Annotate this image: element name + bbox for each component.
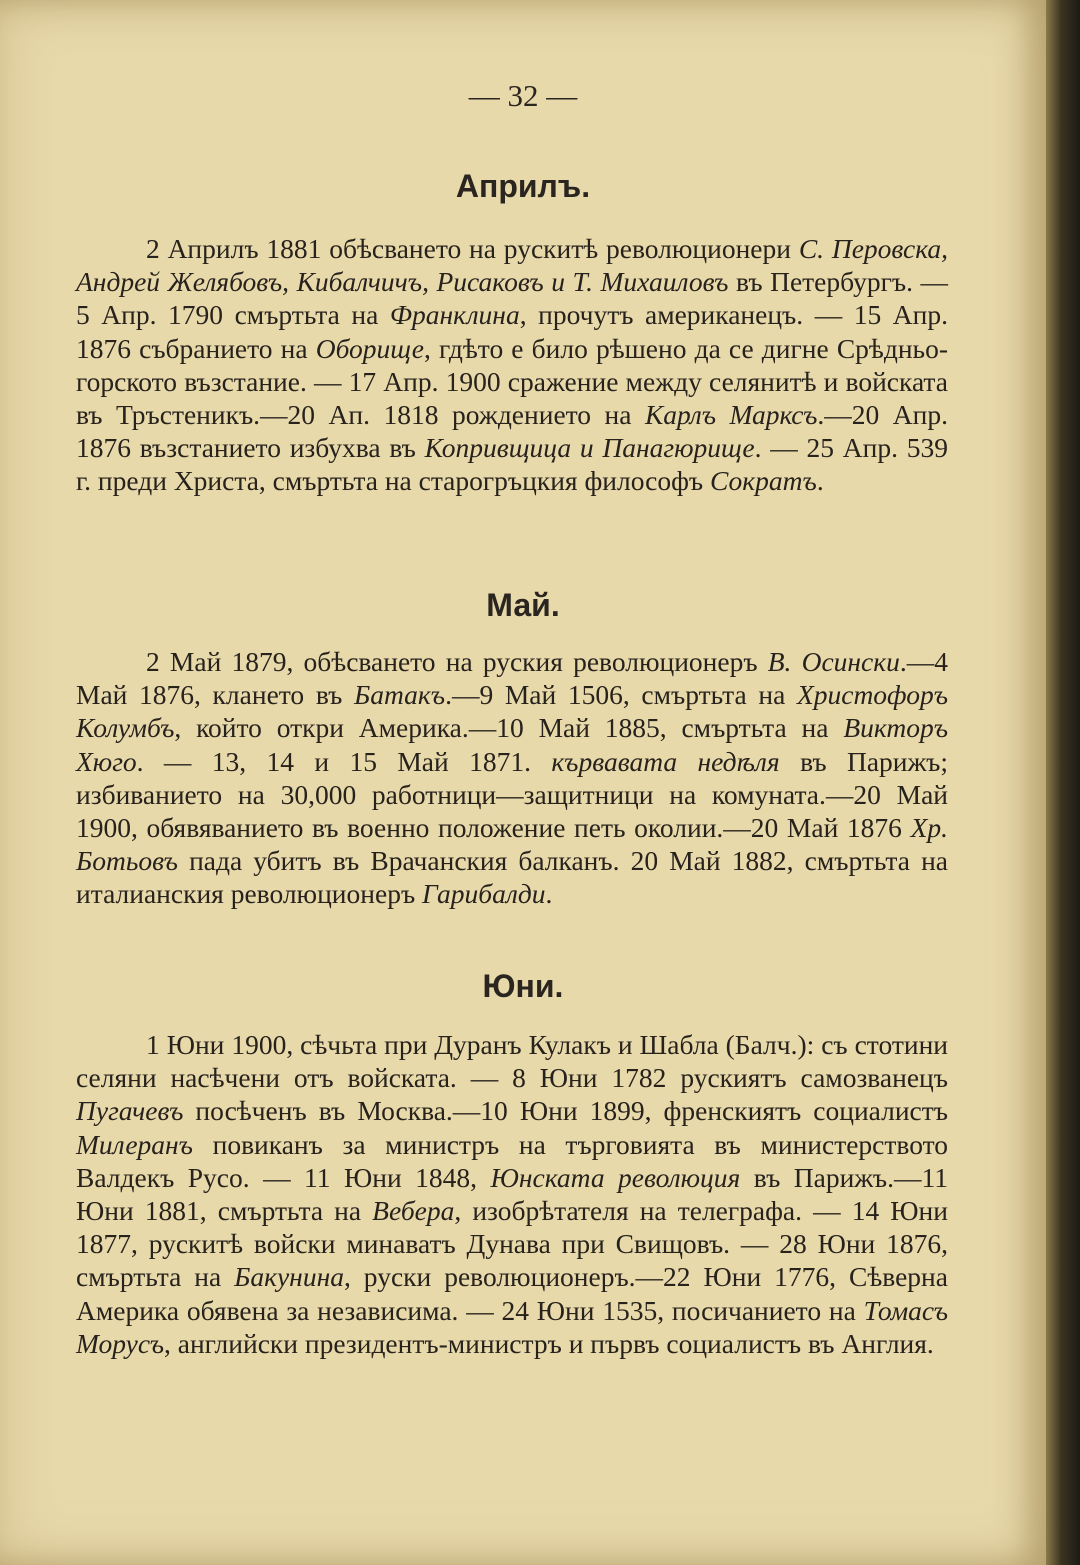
section-heading-april: Априлъ. [455,168,591,204]
text-run: повиканъ за министръ на търговията въ министерството Валдекъ Русо. — 11 Юни 1848, [76,1128,948,1193]
italic-name: Пугачевъ [76,1095,184,1127]
text-run: , изобрѣтателя на телеграфа. — 14 Юни 1877, рускитѣ войски минаватъ Дунава при Свищовъ. — 28 Юни 1876, смъртьта на [76,1195,948,1293]
italic-name: Копривщица и Панагюрище [424,432,755,464]
text-run: . [816,465,824,497]
text-run: въ Петербургъ. — 5 Апр. 1790 смъртьта на [76,266,948,331]
italic-name: Оборище [315,332,424,364]
text-run: , английски президентъ-министръ и първъ социалистъ въ Англия. [163,1327,934,1359]
text-run: пада убитъ въ Врачанския балканъ. 20 Май 1882, смъртьта на италианския революционеръ [76,845,948,910]
page-number: — 32 — [468,78,578,113]
text-run: .—9 Май 1506, смъртьта на [445,679,797,711]
italic-name: Вебера [372,1195,455,1227]
text-run: , прочутъ американецъ. — 15 Апр. 1876 събранието на [76,299,948,364]
section-heading-june: Юни. [482,968,564,1004]
text-run: . [545,878,553,910]
section-heading-may: Май. [486,587,560,623]
text-run: . — 25 Апр. 539 г. преди Христа, смъртьта на старогръцкия философъ [76,432,948,497]
text-run: посѣченъ въ Москва.—10 Юни 1899, френскиятъ социалистъ [183,1095,948,1127]
text-run: 1 Юни 1900, сѣчьта при Дуранъ Кулакъ и Шабла (Балч.): съ стотини селяни насѣчени отъ войската. — 8 Юни 1782 рускиятъ самозванецъ [76,1029,948,1094]
paragraph-may [76,645,948,911]
text-run: , гдѣто е било рѣшено да се дигне Срѣдньо-горското възстание. — 17 Апр. 1900 сражение между селянитѣ и войската въ Тръстеникъ.—20 Ап. 1818 рождението на [76,332,948,431]
italic-name: Батакъ [354,679,446,711]
italic-name: кървавата недѣля [551,745,780,777]
italic-name: С. Перовска, Андрей Желябовъ, Кибалчичъ, Рисаковъ и Т. Михаиловъ [76,233,949,298]
italic-name: Хр. Ботьовъ [76,812,948,877]
text-run: въ Парижъ; избиванието на 30,000 работници—защитници на комуната.—20 Май 1900, обявяванието въ военно положение петь околии.—20 Май 1876 [76,745,948,844]
italic-name: В. Осински [767,646,900,677]
text-run: , руски революционеръ.—22 Юни 1776, Сѣверна Америка обявена за независима. — 24 Юни 1535, посичанието на [76,1261,948,1326]
italic-name: Христофоръ Колумбъ [76,679,948,744]
text-run: .—20 Апр. 1876 възстанието избухва въ [76,399,948,464]
text-run: въ Парижъ.—11 Юни 1881, смъртьта на [76,1161,948,1227]
italic-name: Сократъ [710,465,817,497]
italic-name: Милеранъ [76,1128,193,1160]
italic-name: Юнската революция [490,1161,741,1193]
italic-name: Гарибалди [422,878,546,910]
italic-name: Бакунина [234,1261,344,1293]
italic-name: Викторъ Хюго [76,712,948,777]
text-run: , който откри Америка.—10 Май 1885, смъртьта на [174,712,844,744]
italic-name: Франклина [389,299,520,331]
italic-name: Карлъ Марксъ [644,399,818,431]
text-run: 2 Априлъ 1881 обѣсването на рускитѣ революционери [146,233,799,264]
text-run: 2 Май 1879, обѣсването на руския революционеръ [146,646,768,677]
paragraph-june [76,1028,948,1360]
paragraph-april [76,232,948,498]
italic-name: Томасъ Морусъ [76,1294,948,1359]
page-edge-shadow [1046,0,1080,1565]
text-run: .—4 Май 1876, клането въ [76,646,949,711]
text-run: . — 13, 14 и 15 Май 1871. [136,745,552,777]
